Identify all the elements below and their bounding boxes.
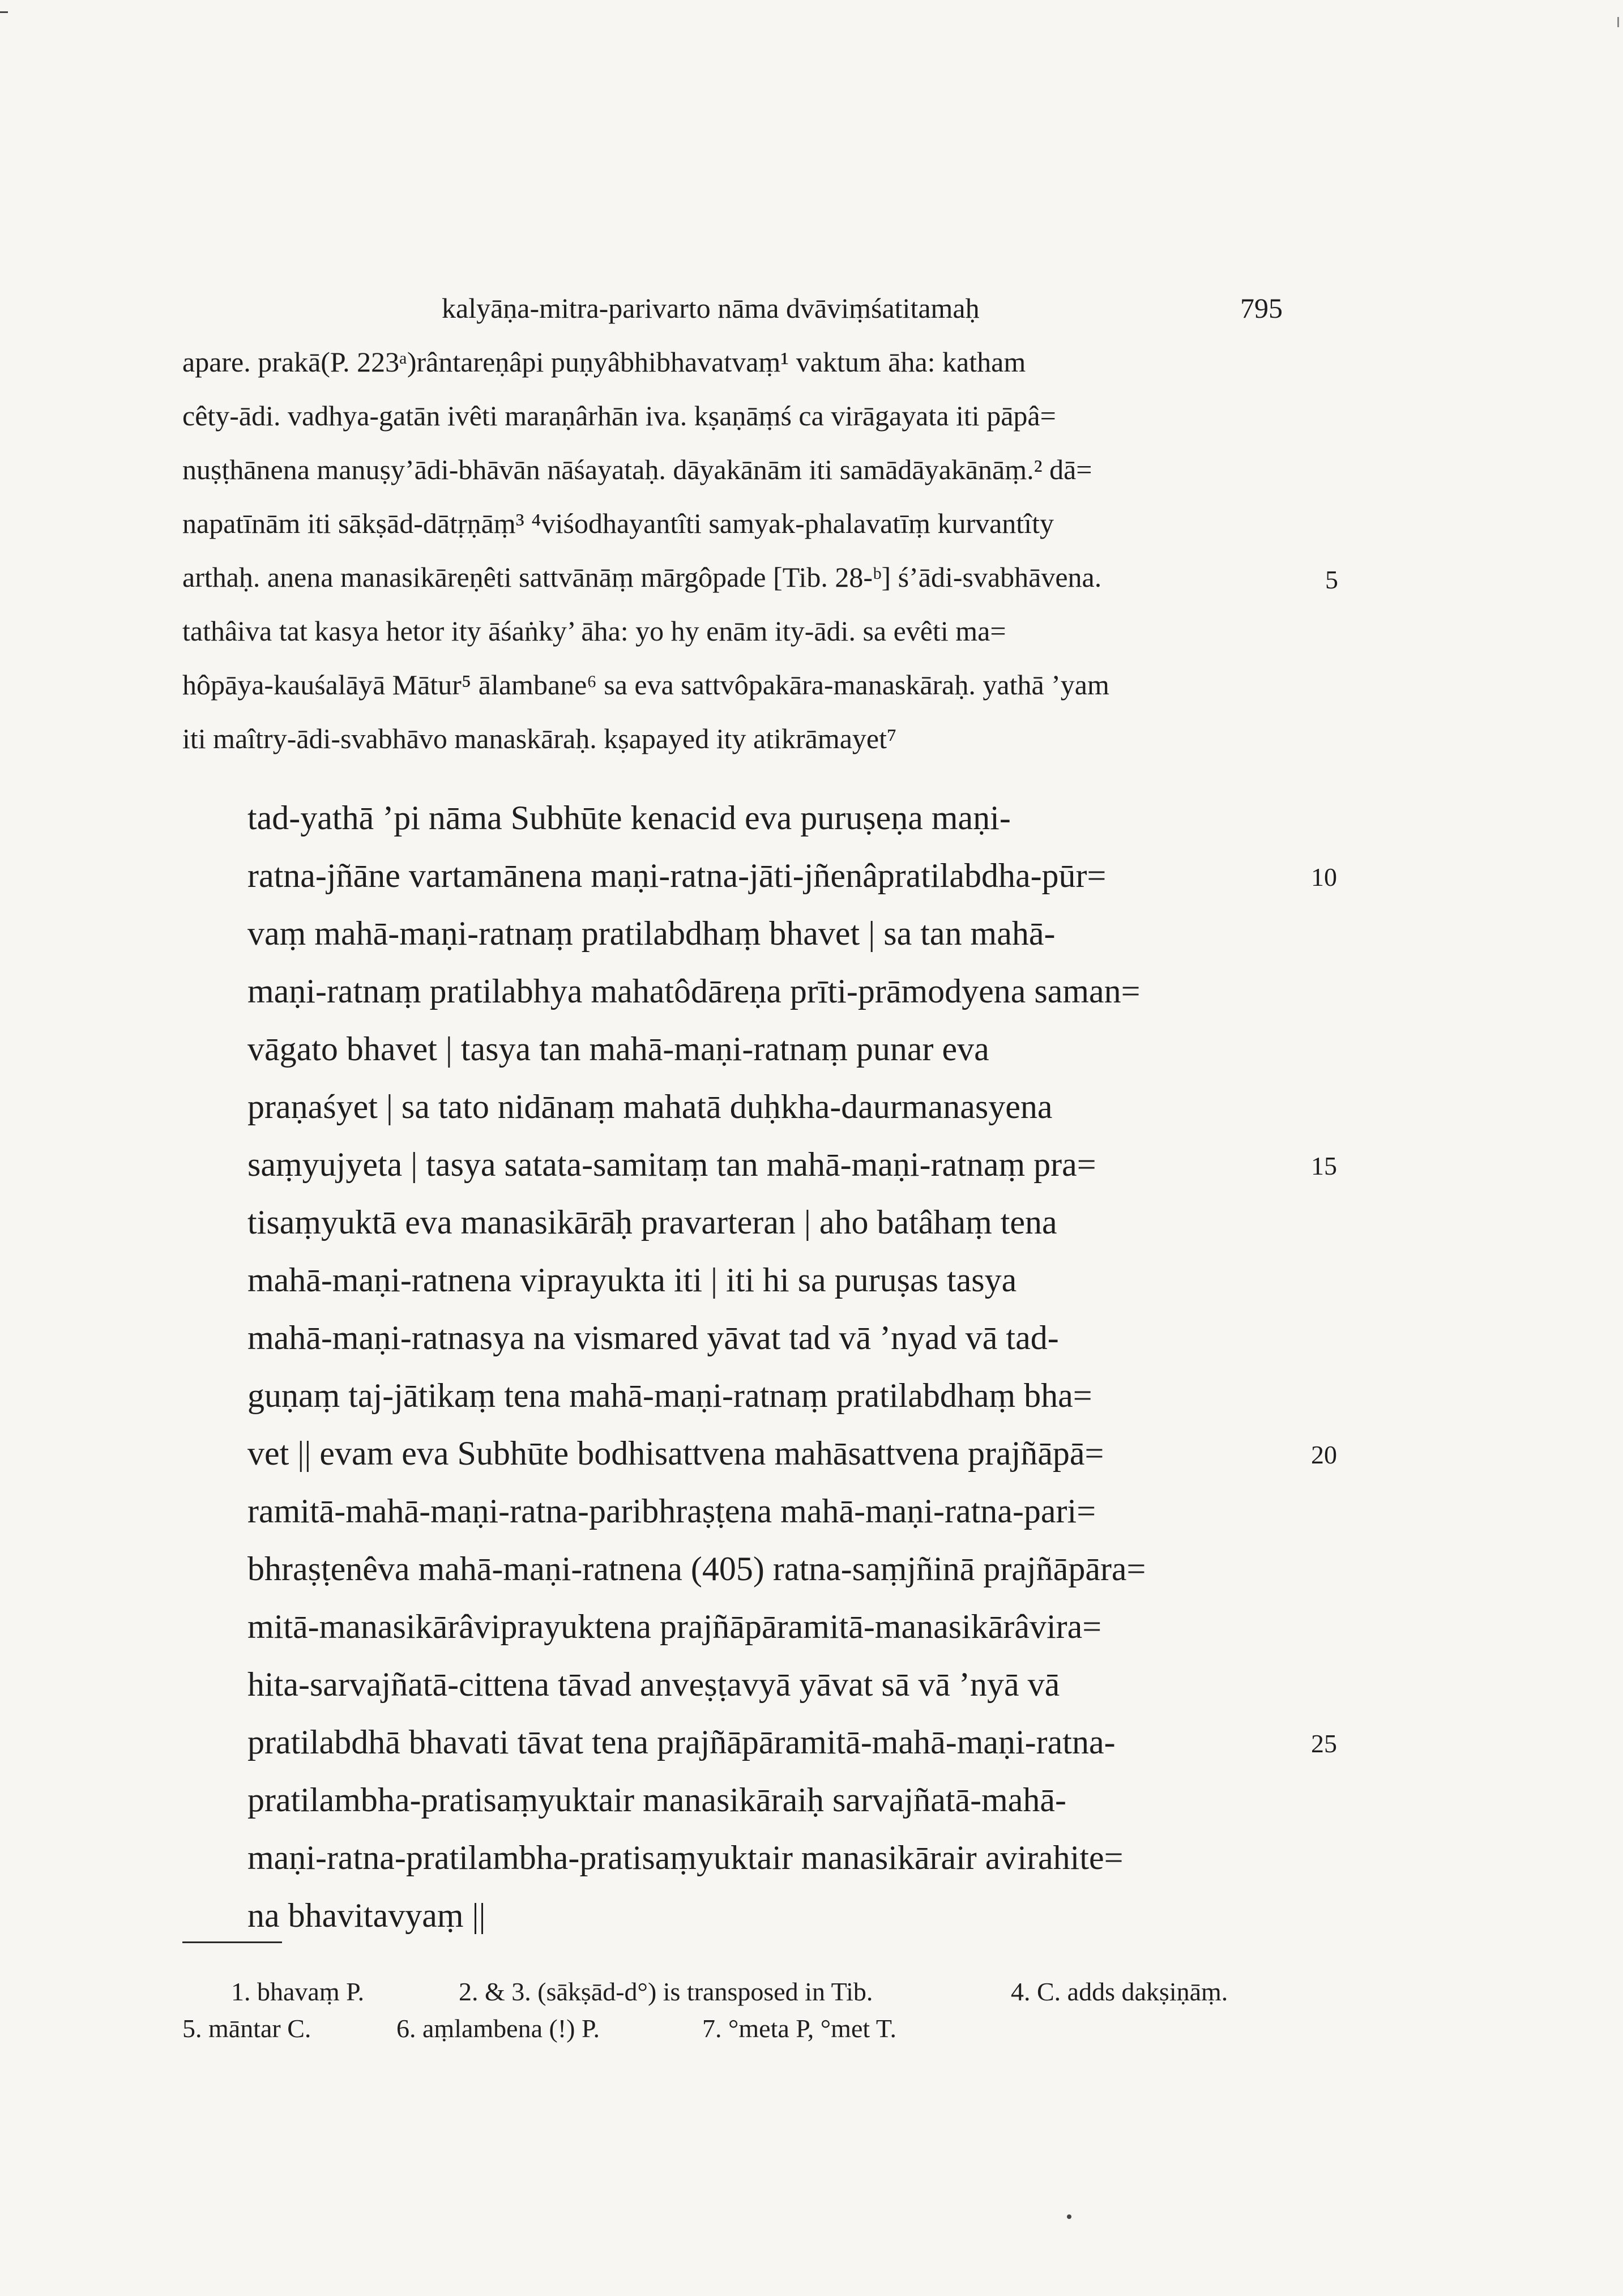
text-line: ratna-jñāne vartamānena maṇi-ratna-jāti-jñenâpratilabdha-pūr=: [247, 857, 1107, 894]
text-line: ramitā-mahā-maṇi-ratna-paribhraṣṭena mahā-maṇi-ratna-pari=: [247, 1492, 1096, 1530]
text-line: na bhavitavyaṃ ||: [247, 1897, 486, 1934]
text-line: vāgato bhavet | tasya tan mahā-maṇi-ratnaṃ punar eva: [247, 1030, 989, 1068]
text-line: tad-yathā ’pi nāma Subhūte kenacid eva puruṣeṇa maṇi-: [247, 799, 1011, 837]
line-number: 15: [1311, 1151, 1337, 1180]
ink-speck: [1067, 2214, 1071, 2219]
footnote: 7. °meta P, °met T.: [702, 2014, 897, 2043]
text-line: mahā-maṇi-ratnena viprayukta iti | iti hi sa puruṣas tasya: [247, 1261, 1017, 1299]
text-line: guṇaṃ taj-jātikaṃ tena mahā-maṇi-ratnaṃ pratilabdhaṃ bha=: [247, 1377, 1092, 1414]
commentary-line: iti maîtry-ādi-svabhāvo manaskāraḥ. kṣapayed ity atikrāmayet⁷: [182, 723, 897, 754]
footnote: 1. bhavaṃ P.: [231, 1977, 365, 2006]
footnote: 5. māntar C.: [182, 2014, 311, 2043]
commentary-line: napatīnām iti sākṣād-dātṛṇāṃ³ ⁴viśodhayantîti samyak-phalavatīṃ kurvantîty: [182, 507, 1054, 539]
text-line: mitā-manasikārâviprayuktena prajñāpāramitā-manasikārâvira=: [247, 1608, 1102, 1645]
text-line: tisaṃyuktā eva manasikārāḥ pravarteran | aho batâhaṃ tena: [247, 1204, 1057, 1241]
commentary-line: arthaḥ. anena manasikāreṇêti sattvānāṃ mārgôpade [Tib. 28-ᵇ] ś’ādi-svabhāvena.: [182, 561, 1102, 593]
text-line: maṇi-ratna-pratilambha-pratisaṃyuktair manasikārair avirahite=: [247, 1839, 1124, 1876]
text-line: saṃyujyeta | tasya satata-samitaṃ tan mahā-maṇi-ratnaṃ pra=: [247, 1146, 1096, 1183]
scan-edge-mark: [0, 11, 8, 13]
scan-edge-mark: [1617, 17, 1619, 27]
text-line: vet || evam eva Subhūte bodhisattvena mahāsattvena prajñāpā=: [247, 1435, 1104, 1472]
line-number: 10: [1311, 863, 1337, 891]
text-line: vaṃ mahā-maṇi-ratnaṃ pratilabdhaṃ bhavet | sa tan mahā-: [247, 915, 1056, 952]
line-number: 25: [1311, 1729, 1337, 1758]
commentary-line: apare. prakā(P. 223ᵃ)rântareṇâpi puṇyâbhibhavatvaṃ¹ vaktum āha: katham: [182, 346, 1026, 378]
text-line: pratilabdhā bhavati tāvat tena prajñāpāramitā-mahā-maṇi-ratna-: [247, 1723, 1116, 1761]
footnote-rule: [182, 1941, 282, 1943]
running-header: kalyāṇa-mitra-parivarto nāma dvāviṃśatitamaḥ: [442, 292, 980, 324]
text-line: mahā-maṇi-ratnasya na vismared yāvat tad vā ’nyad vā tad-: [247, 1319, 1059, 1356]
text-line: maṇi-ratnaṃ pratilabhya mahatôdāreṇa prīti-prāmodyena saman=: [247, 972, 1141, 1010]
commentary-line: hôpāya-kauśalāyā Mātur⁵ ālambane⁶ sa eva sattvôpakāra-manaskāraḥ. yathā ’yam: [182, 669, 1109, 701]
text-line: hita-sarvajñatā-cittena tāvad anveṣṭavyā yāvat sā vā ’nyā vā: [247, 1666, 1060, 1703]
footnote: 6. aṃlambena (!) P.: [396, 2014, 600, 2043]
footnote: 4. C. adds dakṣiṇāṃ.: [1011, 1977, 1228, 2006]
line-number: 20: [1311, 1440, 1337, 1469]
footnote: 2. & 3. (sākṣād-d°) is transposed in Tib.: [459, 1977, 873, 2006]
commentary-line: tathâiva tat kasya hetor ity āśaṅky’ āha: yo hy enām ity-ādi. sa evêti ma=: [182, 615, 1006, 647]
page-number: 795: [1240, 292, 1283, 324]
text-line: bhraṣṭenêva mahā-maṇi-ratnena (405) ratna-saṃjñinā prajñāpāra=: [247, 1550, 1146, 1587]
commentary-line: nuṣṭhānena manuṣy’ādi-bhāvān nāśayataḥ. dāyakānām iti samādāyakānāṃ.² dā=: [182, 454, 1092, 485]
line-number: 5: [1325, 565, 1338, 594]
text-line: pratilambha-pratisaṃyuktair manasikāraiḥ sarvajñatā-mahā-: [247, 1781, 1067, 1819]
commentary-line: cêty-ādi. vadhya-gatān ivêti maraṇârhān iva. kṣaṇāṃś ca virāgayata iti pāpâ=: [182, 400, 1056, 432]
text-line: praṇaśyet | sa tato nidānaṃ mahatā duḥkha-daurmanasyena: [247, 1088, 1053, 1125]
